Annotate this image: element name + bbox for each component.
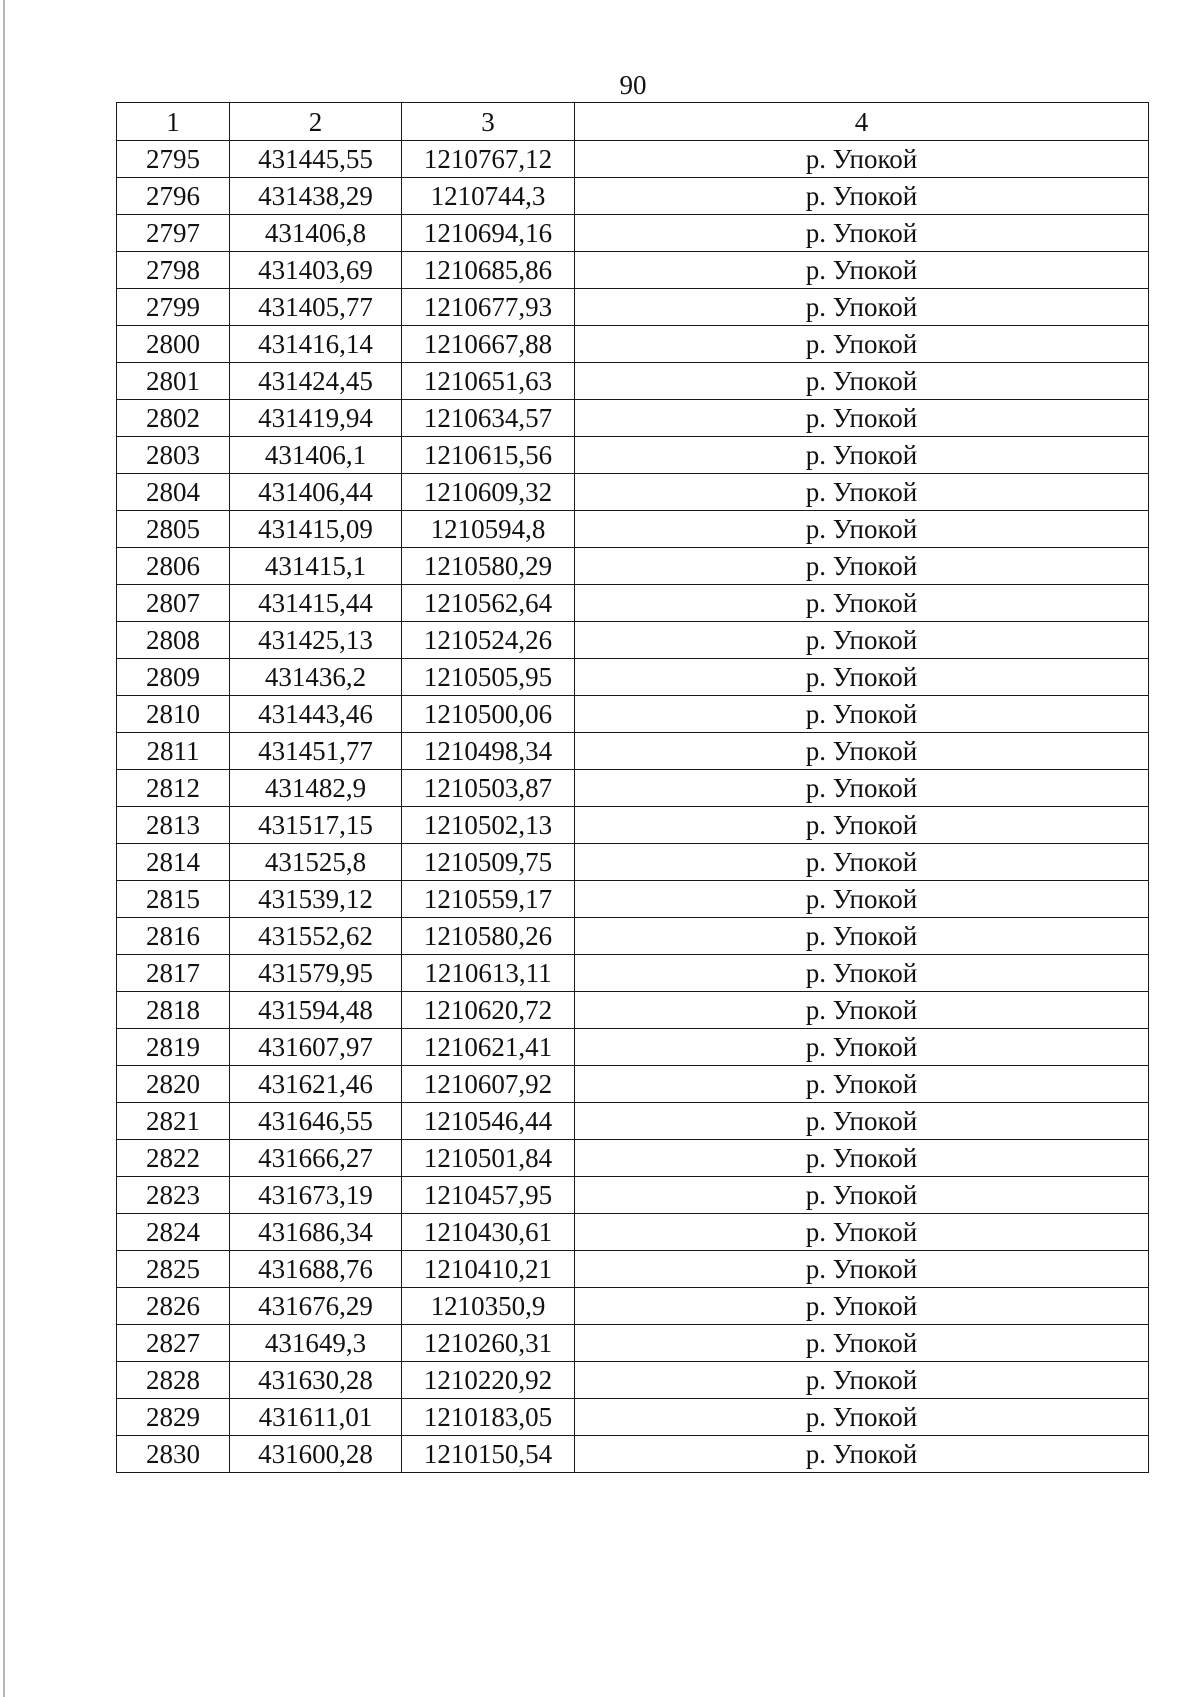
y-coordinate-cell: 1210559,17 (402, 881, 575, 918)
table-row (117, 1362, 1149, 1399)
description-cell: р. Упокой (575, 1214, 1149, 1251)
y-coordinate-cell: 1210430,61 (402, 1214, 575, 1251)
table-row (117, 807, 1149, 844)
x-coordinate-cell: 431445,55 (230, 141, 402, 178)
y-coordinate-cell: 1210502,13 (402, 807, 575, 844)
description-cell: р. Упокой (575, 622, 1149, 659)
x-coordinate-cell: 431415,09 (230, 511, 402, 548)
table-row (117, 1214, 1149, 1251)
y-coordinate-cell: 1210621,41 (402, 1029, 575, 1066)
x-coordinate-cell: 431646,55 (230, 1103, 402, 1140)
table-header (117, 103, 1149, 141)
point-number-cell: 2801 (117, 363, 230, 400)
point-number-cell: 2813 (117, 807, 230, 844)
table-row (117, 215, 1149, 252)
table-row (117, 844, 1149, 881)
point-number-cell: 2817 (117, 955, 230, 992)
x-coordinate-cell: 431415,44 (230, 585, 402, 622)
page-number: 90 (619, 70, 647, 100)
point-number-cell: 2799 (117, 289, 230, 326)
y-coordinate-cell: 1210220,92 (402, 1362, 575, 1399)
x-coordinate-cell: 431539,12 (230, 881, 402, 918)
x-coordinate-cell: 431579,95 (230, 955, 402, 992)
table-row (117, 1140, 1149, 1177)
point-number-cell: 2810 (117, 696, 230, 733)
x-coordinate-cell: 431621,46 (230, 1066, 402, 1103)
x-coordinate-cell: 431406,44 (230, 474, 402, 511)
point-number-cell: 2797 (117, 215, 230, 252)
x-coordinate-cell: 431552,62 (230, 918, 402, 955)
point-number-cell: 2818 (117, 992, 230, 1029)
x-coordinate-cell: 431424,45 (230, 363, 402, 400)
point-number-cell: 2806 (117, 548, 230, 585)
point-number-cell: 2812 (117, 770, 230, 807)
y-coordinate-cell: 1210677,93 (402, 289, 575, 326)
y-coordinate-cell: 1210620,72 (402, 992, 575, 1029)
table-row (117, 696, 1149, 733)
table-row (117, 622, 1149, 659)
x-coordinate-cell: 431517,15 (230, 807, 402, 844)
table-row (117, 1103, 1149, 1140)
table-row (117, 770, 1149, 807)
point-number-cell: 2814 (117, 844, 230, 881)
description-cell: р. Упокой (575, 141, 1149, 178)
description-cell: р. Упокой (575, 289, 1149, 326)
table-row (117, 511, 1149, 548)
description-cell: р. Упокой (575, 955, 1149, 992)
y-coordinate-cell: 1210615,56 (402, 437, 575, 474)
point-number-cell: 2829 (117, 1399, 230, 1436)
description-cell: р. Упокой (575, 585, 1149, 622)
y-coordinate-cell: 1210634,57 (402, 400, 575, 437)
table-row (117, 1288, 1149, 1325)
y-coordinate-cell: 1210183,05 (402, 1399, 575, 1436)
point-number-cell: 2802 (117, 400, 230, 437)
y-coordinate-cell: 1210594,8 (402, 511, 575, 548)
y-coordinate-cell: 1210501,84 (402, 1140, 575, 1177)
x-coordinate-cell: 431425,13 (230, 622, 402, 659)
x-coordinate-cell: 431686,34 (230, 1214, 402, 1251)
table-row (117, 548, 1149, 585)
description-cell: р. Упокой (575, 844, 1149, 881)
y-coordinate-cell: 1210500,06 (402, 696, 575, 733)
x-coordinate-cell: 431451,77 (230, 733, 402, 770)
x-coordinate-cell: 431482,9 (230, 770, 402, 807)
description-cell: р. Упокой (575, 511, 1149, 548)
description-cell: р. Упокой (575, 252, 1149, 289)
description-cell: р. Упокой (575, 548, 1149, 585)
y-coordinate-cell: 1210150,54 (402, 1436, 575, 1473)
y-coordinate-cell: 1210685,86 (402, 252, 575, 289)
coordinates-table (116, 102, 1149, 1473)
x-coordinate-cell: 431406,1 (230, 437, 402, 474)
table-row (117, 918, 1149, 955)
x-coordinate-cell: 431403,69 (230, 252, 402, 289)
y-coordinate-cell: 1210607,92 (402, 1066, 575, 1103)
y-coordinate-cell: 1210580,26 (402, 918, 575, 955)
x-coordinate-cell: 431600,28 (230, 1436, 402, 1473)
point-number-cell: 2825 (117, 1251, 230, 1288)
y-coordinate-cell: 1210744,3 (402, 178, 575, 215)
table-row (117, 1066, 1149, 1103)
table-row (117, 178, 1149, 215)
x-coordinate-cell: 431525,8 (230, 844, 402, 881)
x-coordinate-cell: 431405,77 (230, 289, 402, 326)
description-cell: р. Упокой (575, 992, 1149, 1029)
point-number-cell: 2815 (117, 881, 230, 918)
x-coordinate-cell: 431688,76 (230, 1251, 402, 1288)
x-coordinate-cell: 431436,2 (230, 659, 402, 696)
point-number-cell: 2821 (117, 1103, 230, 1140)
point-number-cell: 2822 (117, 1140, 230, 1177)
description-cell: р. Упокой (575, 1362, 1149, 1399)
point-number-cell: 2823 (117, 1177, 230, 1214)
y-coordinate-cell: 1210505,95 (402, 659, 575, 696)
point-number-cell: 2819 (117, 1029, 230, 1066)
description-cell: р. Упокой (575, 918, 1149, 955)
table-row (117, 585, 1149, 622)
x-coordinate-cell: 431676,29 (230, 1288, 402, 1325)
y-coordinate-cell: 1210457,95 (402, 1177, 575, 1214)
point-number-cell: 2830 (117, 1436, 230, 1473)
y-coordinate-cell: 1210767,12 (402, 141, 575, 178)
table-row (117, 1399, 1149, 1436)
point-number-cell: 2795 (117, 141, 230, 178)
description-cell: р. Упокой (575, 437, 1149, 474)
y-coordinate-cell: 1210498,34 (402, 733, 575, 770)
y-coordinate-cell: 1210546,44 (402, 1103, 575, 1140)
y-coordinate-cell: 1210524,26 (402, 622, 575, 659)
description-cell: р. Упокой (575, 215, 1149, 252)
table-row (117, 992, 1149, 1029)
scan-left-edge (3, 0, 5, 1697)
point-number-cell: 2811 (117, 733, 230, 770)
x-coordinate-cell: 431673,19 (230, 1177, 402, 1214)
description-cell: р. Упокой (575, 1399, 1149, 1436)
description-cell: р. Упокой (575, 733, 1149, 770)
table-row (117, 141, 1149, 178)
x-coordinate-cell: 431415,1 (230, 548, 402, 585)
table-row (117, 289, 1149, 326)
description-cell: р. Упокой (575, 696, 1149, 733)
y-coordinate-cell: 1210613,11 (402, 955, 575, 992)
description-cell: р. Упокой (575, 659, 1149, 696)
table-row (117, 1436, 1149, 1473)
point-number-cell: 2803 (117, 437, 230, 474)
description-cell: р. Упокой (575, 1103, 1149, 1140)
table-row (117, 881, 1149, 918)
description-cell: р. Упокой (575, 363, 1149, 400)
point-number-cell: 2800 (117, 326, 230, 363)
table-row (117, 733, 1149, 770)
header-col-2: 2 (230, 103, 402, 141)
table-row (117, 437, 1149, 474)
table-row (117, 1325, 1149, 1362)
y-coordinate-cell: 1210651,63 (402, 363, 575, 400)
table-row (117, 659, 1149, 696)
x-coordinate-cell: 431443,46 (230, 696, 402, 733)
description-cell: р. Упокой (575, 1066, 1149, 1103)
header-col-3: 3 (402, 103, 575, 141)
description-cell: р. Упокой (575, 1029, 1149, 1066)
table-row (117, 474, 1149, 511)
y-coordinate-cell: 1210509,75 (402, 844, 575, 881)
description-cell: р. Упокой (575, 1288, 1149, 1325)
y-coordinate-cell: 1210580,29 (402, 548, 575, 585)
table-row (117, 1029, 1149, 1066)
description-cell: р. Упокой (575, 1177, 1149, 1214)
point-number-cell: 2816 (117, 918, 230, 955)
description-cell: р. Упокой (575, 474, 1149, 511)
point-number-cell: 2828 (117, 1362, 230, 1399)
y-coordinate-cell: 1210609,32 (402, 474, 575, 511)
table-row (117, 1251, 1149, 1288)
x-coordinate-cell: 431406,8 (230, 215, 402, 252)
y-coordinate-cell: 1210350,9 (402, 1288, 575, 1325)
x-coordinate-cell: 431438,29 (230, 178, 402, 215)
table-row (117, 1177, 1149, 1214)
x-coordinate-cell: 431649,3 (230, 1325, 402, 1362)
description-cell: р. Упокой (575, 1251, 1149, 1288)
point-number-cell: 2798 (117, 252, 230, 289)
header-col-1: 1 (117, 103, 230, 141)
point-number-cell: 2826 (117, 1288, 230, 1325)
x-coordinate-cell: 431416,14 (230, 326, 402, 363)
x-coordinate-cell: 431607,97 (230, 1029, 402, 1066)
table-row (117, 400, 1149, 437)
description-cell: р. Упокой (575, 1436, 1149, 1473)
x-coordinate-cell: 431594,48 (230, 992, 402, 1029)
y-coordinate-cell: 1210562,64 (402, 585, 575, 622)
table-row (117, 252, 1149, 289)
table-body (117, 141, 1149, 1473)
header-row (117, 103, 1149, 141)
description-cell: р. Упокой (575, 770, 1149, 807)
table-row (117, 955, 1149, 992)
point-number-cell: 2808 (117, 622, 230, 659)
x-coordinate-cell: 431630,28 (230, 1362, 402, 1399)
point-number-cell: 2804 (117, 474, 230, 511)
y-coordinate-cell: 1210503,87 (402, 770, 575, 807)
point-number-cell: 2807 (117, 585, 230, 622)
y-coordinate-cell: 1210260,31 (402, 1325, 575, 1362)
description-cell: р. Упокой (575, 881, 1149, 918)
point-number-cell: 2805 (117, 511, 230, 548)
description-cell: р. Упокой (575, 178, 1149, 215)
y-coordinate-cell: 1210694,16 (402, 215, 575, 252)
description-cell: р. Упокой (575, 1325, 1149, 1362)
point-number-cell: 2820 (117, 1066, 230, 1103)
x-coordinate-cell: 431666,27 (230, 1140, 402, 1177)
description-cell: р. Упокой (575, 326, 1149, 363)
x-coordinate-cell: 431611,01 (230, 1399, 402, 1436)
y-coordinate-cell: 1210667,88 (402, 326, 575, 363)
y-coordinate-cell: 1210410,21 (402, 1251, 575, 1288)
x-coordinate-cell: 431419,94 (230, 400, 402, 437)
description-cell: р. Упокой (575, 400, 1149, 437)
table-row (117, 363, 1149, 400)
description-cell: р. Упокой (575, 807, 1149, 844)
description-cell: р. Упокой (575, 1140, 1149, 1177)
point-number-cell: 2827 (117, 1325, 230, 1362)
table-row (117, 326, 1149, 363)
point-number-cell: 2796 (117, 178, 230, 215)
header-col-4: 4 (575, 103, 1149, 141)
point-number-cell: 2824 (117, 1214, 230, 1251)
point-number-cell: 2809 (117, 659, 230, 696)
